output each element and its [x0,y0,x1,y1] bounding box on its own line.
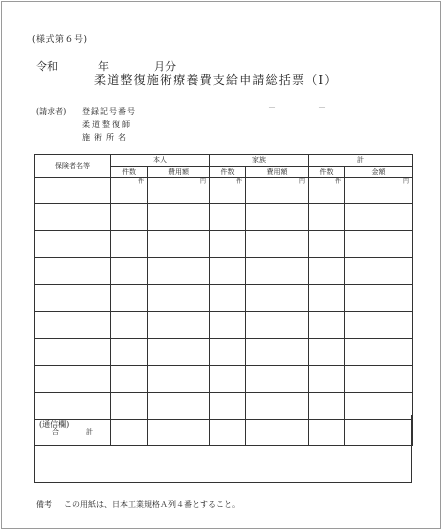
payer-cell[interactable] [35,258,111,285]
registration-dash: － [268,103,276,112]
amount-cell[interactable] [345,339,413,366]
payer-cell[interactable] [35,312,111,339]
cost-cell[interactable] [148,339,210,366]
communication-label: (通信欄) [39,420,70,429]
subheader-count: 件数 [210,167,246,178]
group-header-total: 計 [309,155,413,167]
table-row [35,285,413,312]
count-cell[interactable] [111,312,148,339]
cost-cell[interactable] [246,312,309,339]
subheader-count: 件数 [111,167,148,178]
table-row [35,258,413,285]
cost-cell[interactable] [148,285,210,312]
count-cell[interactable] [309,285,345,312]
registration-number-label: 登録記号番号 [82,107,136,116]
count-cell[interactable] [309,231,345,258]
amount-cell[interactable] [345,285,413,312]
form-page [1,1,441,529]
count-cell[interactable] [210,231,246,258]
practitioner-label: 柔道整復師 [82,120,132,129]
count-cell[interactable] [309,339,345,366]
count-cell[interactable] [111,366,148,393]
group-header-insured: 本人 [111,155,210,167]
cost-cell[interactable] [246,231,309,258]
payer-header: 保険者名等 [35,155,111,178]
cost-cell[interactable] [148,178,210,204]
cost-cell[interactable] [246,178,309,204]
cost-cell[interactable] [246,204,309,231]
amount-cell[interactable] [345,231,413,258]
table-header-row [35,155,413,167]
count-cell[interactable] [210,339,246,366]
note-text: この用紙は、日本工業規格Ａ列４番とすること。 [64,500,240,509]
registration-dash: － [318,103,326,112]
cost-cell[interactable] [148,312,210,339]
payer-cell[interactable] [35,231,111,258]
payer-cell[interactable] [35,204,111,231]
total-label: 合 計 [35,420,111,446]
count-cell[interactable] [309,312,345,339]
count-cell[interactable] [210,178,246,204]
payer-cell[interactable] [35,339,111,366]
amount-cell[interactable] [345,366,413,393]
count-cell[interactable] [210,366,246,393]
payer-cell[interactable] [35,366,111,393]
cost-cell[interactable] [148,366,210,393]
count-cell[interactable] [210,204,246,231]
subheader-cost: 費用額 [246,167,309,178]
note-label: 備考 [36,500,52,509]
cost-cell[interactable] [148,258,210,285]
summary-table [34,154,413,446]
table-row [35,339,413,366]
unit-label: 円 [402,178,409,185]
unit-label: 円 [298,178,305,185]
count-cell[interactable] [309,366,345,393]
unit-label: 件 [137,178,144,185]
count-cell[interactable] [111,258,148,285]
count-cell[interactable] [111,204,148,231]
group-header-family: 家族 [210,155,309,167]
table-row [35,231,413,258]
cost-cell[interactable] [246,366,309,393]
table-row [35,312,413,339]
payer-cell[interactable] [35,178,111,204]
count-cell[interactable] [210,285,246,312]
count-cell[interactable] [309,258,345,285]
table-row [35,204,413,231]
cost-cell[interactable] [246,258,309,285]
count-cell[interactable] [210,258,246,285]
table-row [35,178,413,204]
count-cell[interactable] [210,312,246,339]
form-number: (様式第６号) [32,35,88,45]
cost-cell[interactable] [148,204,210,231]
count-cell[interactable] [309,178,345,204]
amount-cell[interactable] [345,312,413,339]
year-label: 年 [98,60,109,73]
count-cell[interactable] [111,178,148,204]
count-cell[interactable] [309,204,345,231]
claimant-heading: (請求者) [36,107,67,116]
era-label: 令和 [36,60,58,73]
clinic-name-label: 施術所名 [82,133,130,142]
month-label: 月分 [154,60,176,73]
cost-cell[interactable] [246,339,309,366]
unit-label: 円 [199,178,206,185]
unit-label: 件 [334,178,341,185]
table-row [35,366,413,393]
amount-cell[interactable] [345,204,413,231]
form-title: 柔道整復施術療養費支給申請総括票（Ⅰ） [94,73,338,87]
unit-label: 件 [235,178,242,185]
count-cell[interactable] [111,231,148,258]
count-cell[interactable] [111,285,148,312]
subheader-cost: 費用額 [148,167,210,178]
count-cell[interactable] [111,339,148,366]
subheader-amount: 金額 [345,167,413,178]
payer-cell[interactable] [35,285,111,312]
amount-cell[interactable] [345,178,413,204]
amount-cell[interactable] [345,258,413,285]
communication-box[interactable] [34,415,412,483]
cost-cell[interactable] [148,231,210,258]
subheader-count: 件数 [309,167,345,178]
cost-cell[interactable] [246,285,309,312]
